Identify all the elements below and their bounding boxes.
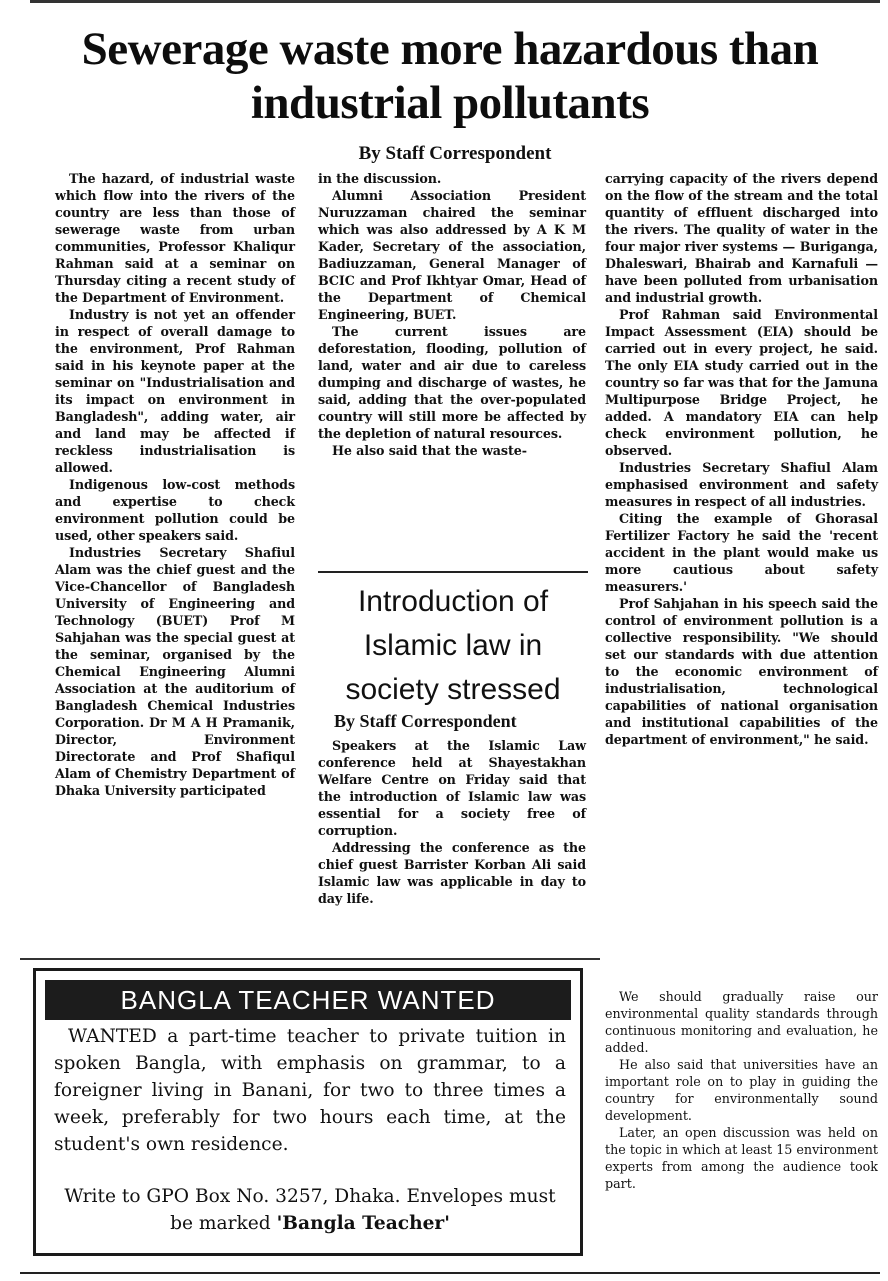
ad-marked-label: 'Bangla Teacher'	[276, 1213, 450, 1234]
paragraph: The current issues are deforestation, flooding, pollution of land, water and air due to careless dumping and discharge of wastes, he said, adding that the over-populated country will still more be affected by the depletion of natural resources.	[318, 324, 586, 441]
paragraph: He also said that universities have an important role on to play in guiding the country for environmentally sound development.	[605, 1057, 878, 1123]
paragraph: Indigenous low-cost methods and expertise to check environment pollution could be used, other speakers said.	[55, 477, 295, 543]
paragraph: Industry is not yet an offender in respect of overall damage to the environment, Prof Rahman said in his keynote paper at the seminar on "Industrialisation and its impact on environment in Bangladesh", adding water, air and land may be affected if reckless industrialisation is allowed.	[55, 307, 295, 475]
paragraph: carrying capacity of the rivers depend on the flow of the stream and the total quantity of effluent discharged into the rivers. The quality of water in the four major river systems — Buriganga, Dhaleswari, Bhairab and Karnafuli — have been polluted from urbanisation and industrial growth.	[605, 171, 878, 305]
paragraph: Prof Sahjahan in his speech said the control of environment pollution is a collective responsibility. "We should set our standards with due attention to the economic environment of industrialisation, technological capabilities of national organisation and institutional capabilities of the department of environment," he said.	[605, 596, 878, 747]
headline: Sewerage waste more hazardous than industrial pollutants	[81, 23, 819, 129]
paragraph: Speakers at the Islamic Law conference held at Shayestakhan Welfare Centre on Friday said that the introduction of Islamic law was essential for a society free of corruption.	[318, 738, 586, 838]
paragraph: Industries Secretary Shafiul Alam emphasised environment and safety measures in respect of all industries.	[605, 460, 878, 509]
paragraph: Industries Secretary Shafiul Alam was the chief guest and the Vice-Chancellor of Bangladesh University of Engineering and Technology (BUET) Prof M Sahjahan was the special guest at the seminar, organised by the Chemical Engineering Alumni Association at the auditorium of Bangladesh Chemical Industries Corporation. Dr M A H Pramanik, Director, Environment Directorate and Prof Shafiqul Alam of Chemistry Department of Dhaka University participated	[55, 545, 295, 798]
ad-title: BANGLA TEACHER WANTED	[45, 980, 571, 1020]
byline: By Staff Correspondent	[358, 143, 552, 164]
article-column-1	[55, 170, 295, 799]
ad-body	[54, 1023, 566, 1158]
ad-body-text: WANTED a part-time teacher to private tuition in spoken Bangla, with emphasis on grammar, to a foreigner living in Banani, for two to three times a week, preferably for two hours each time, at the student's own residence.	[54, 1026, 566, 1155]
article2-column	[318, 737, 586, 907]
paragraph: Addressing the conference as the chief guest Barrister Korban Ali said Islamic law was applicable in day to day life.	[318, 840, 586, 906]
paragraph: in the discussion.	[318, 171, 442, 186]
ad-top-rule	[20, 958, 600, 960]
paragraph: Alumni Association President Nuruzzaman chaired the seminar which was also addressed by A K M Kader, Secretary of the association, Badiuzzaman, General Manager of BCIC and Prof Ikhtyar Omar, Head of the Department of Chemical Engineering, BUET.	[318, 188, 586, 322]
classified-ad	[33, 968, 583, 1256]
article-column-3-continued	[605, 988, 878, 1192]
article-column-3	[605, 170, 878, 748]
sub-headline: Introduction of Islamic law in society stressed	[345, 585, 561, 706]
top-rule	[30, 0, 880, 9]
paragraph: He also said that the waste-	[332, 443, 527, 458]
paragraph: Prof Rahman said Environmental Impact Assessment (EIA) should be carried out in every project, he said. The only EIA study carried out in the country so far was that for the Jamuna Multipurpose Bridge Project, he added. A mandatory EIA can help check environment pollution, he observed.	[605, 307, 878, 458]
article-column-2	[318, 170, 586, 459]
paragraph: Citing the example of Ghorasal Fertilizer Factory he said the 'recent accident in the plant would make us more cautious about safety measurers.'	[605, 511, 878, 594]
paragraph: The hazard, of industrial waste which flow into the rivers of the country are less than those of sewerage waste from urban communities, Professor Khaliqur Rahman said at a seminar on Thursday citing a recent study of the Department of Environment.	[55, 171, 295, 305]
paragraph: We should gradually raise our environmental quality standards through continuous monitoring and evaluation, he added.	[605, 989, 878, 1055]
ad-contact-text: Write to GPO Box No. 3257, Dhaka. Envelopes must be marked	[64, 1186, 556, 1234]
article-divider	[318, 571, 588, 573]
paragraph: Later, an open discussion was held on the topic in which at least 15 environment experts from among the audience took part.	[605, 1125, 878, 1191]
bottom-rule	[20, 1272, 880, 1274]
sub-byline: By Staff Correspondent	[334, 711, 517, 731]
ad-contact	[54, 1183, 566, 1237]
